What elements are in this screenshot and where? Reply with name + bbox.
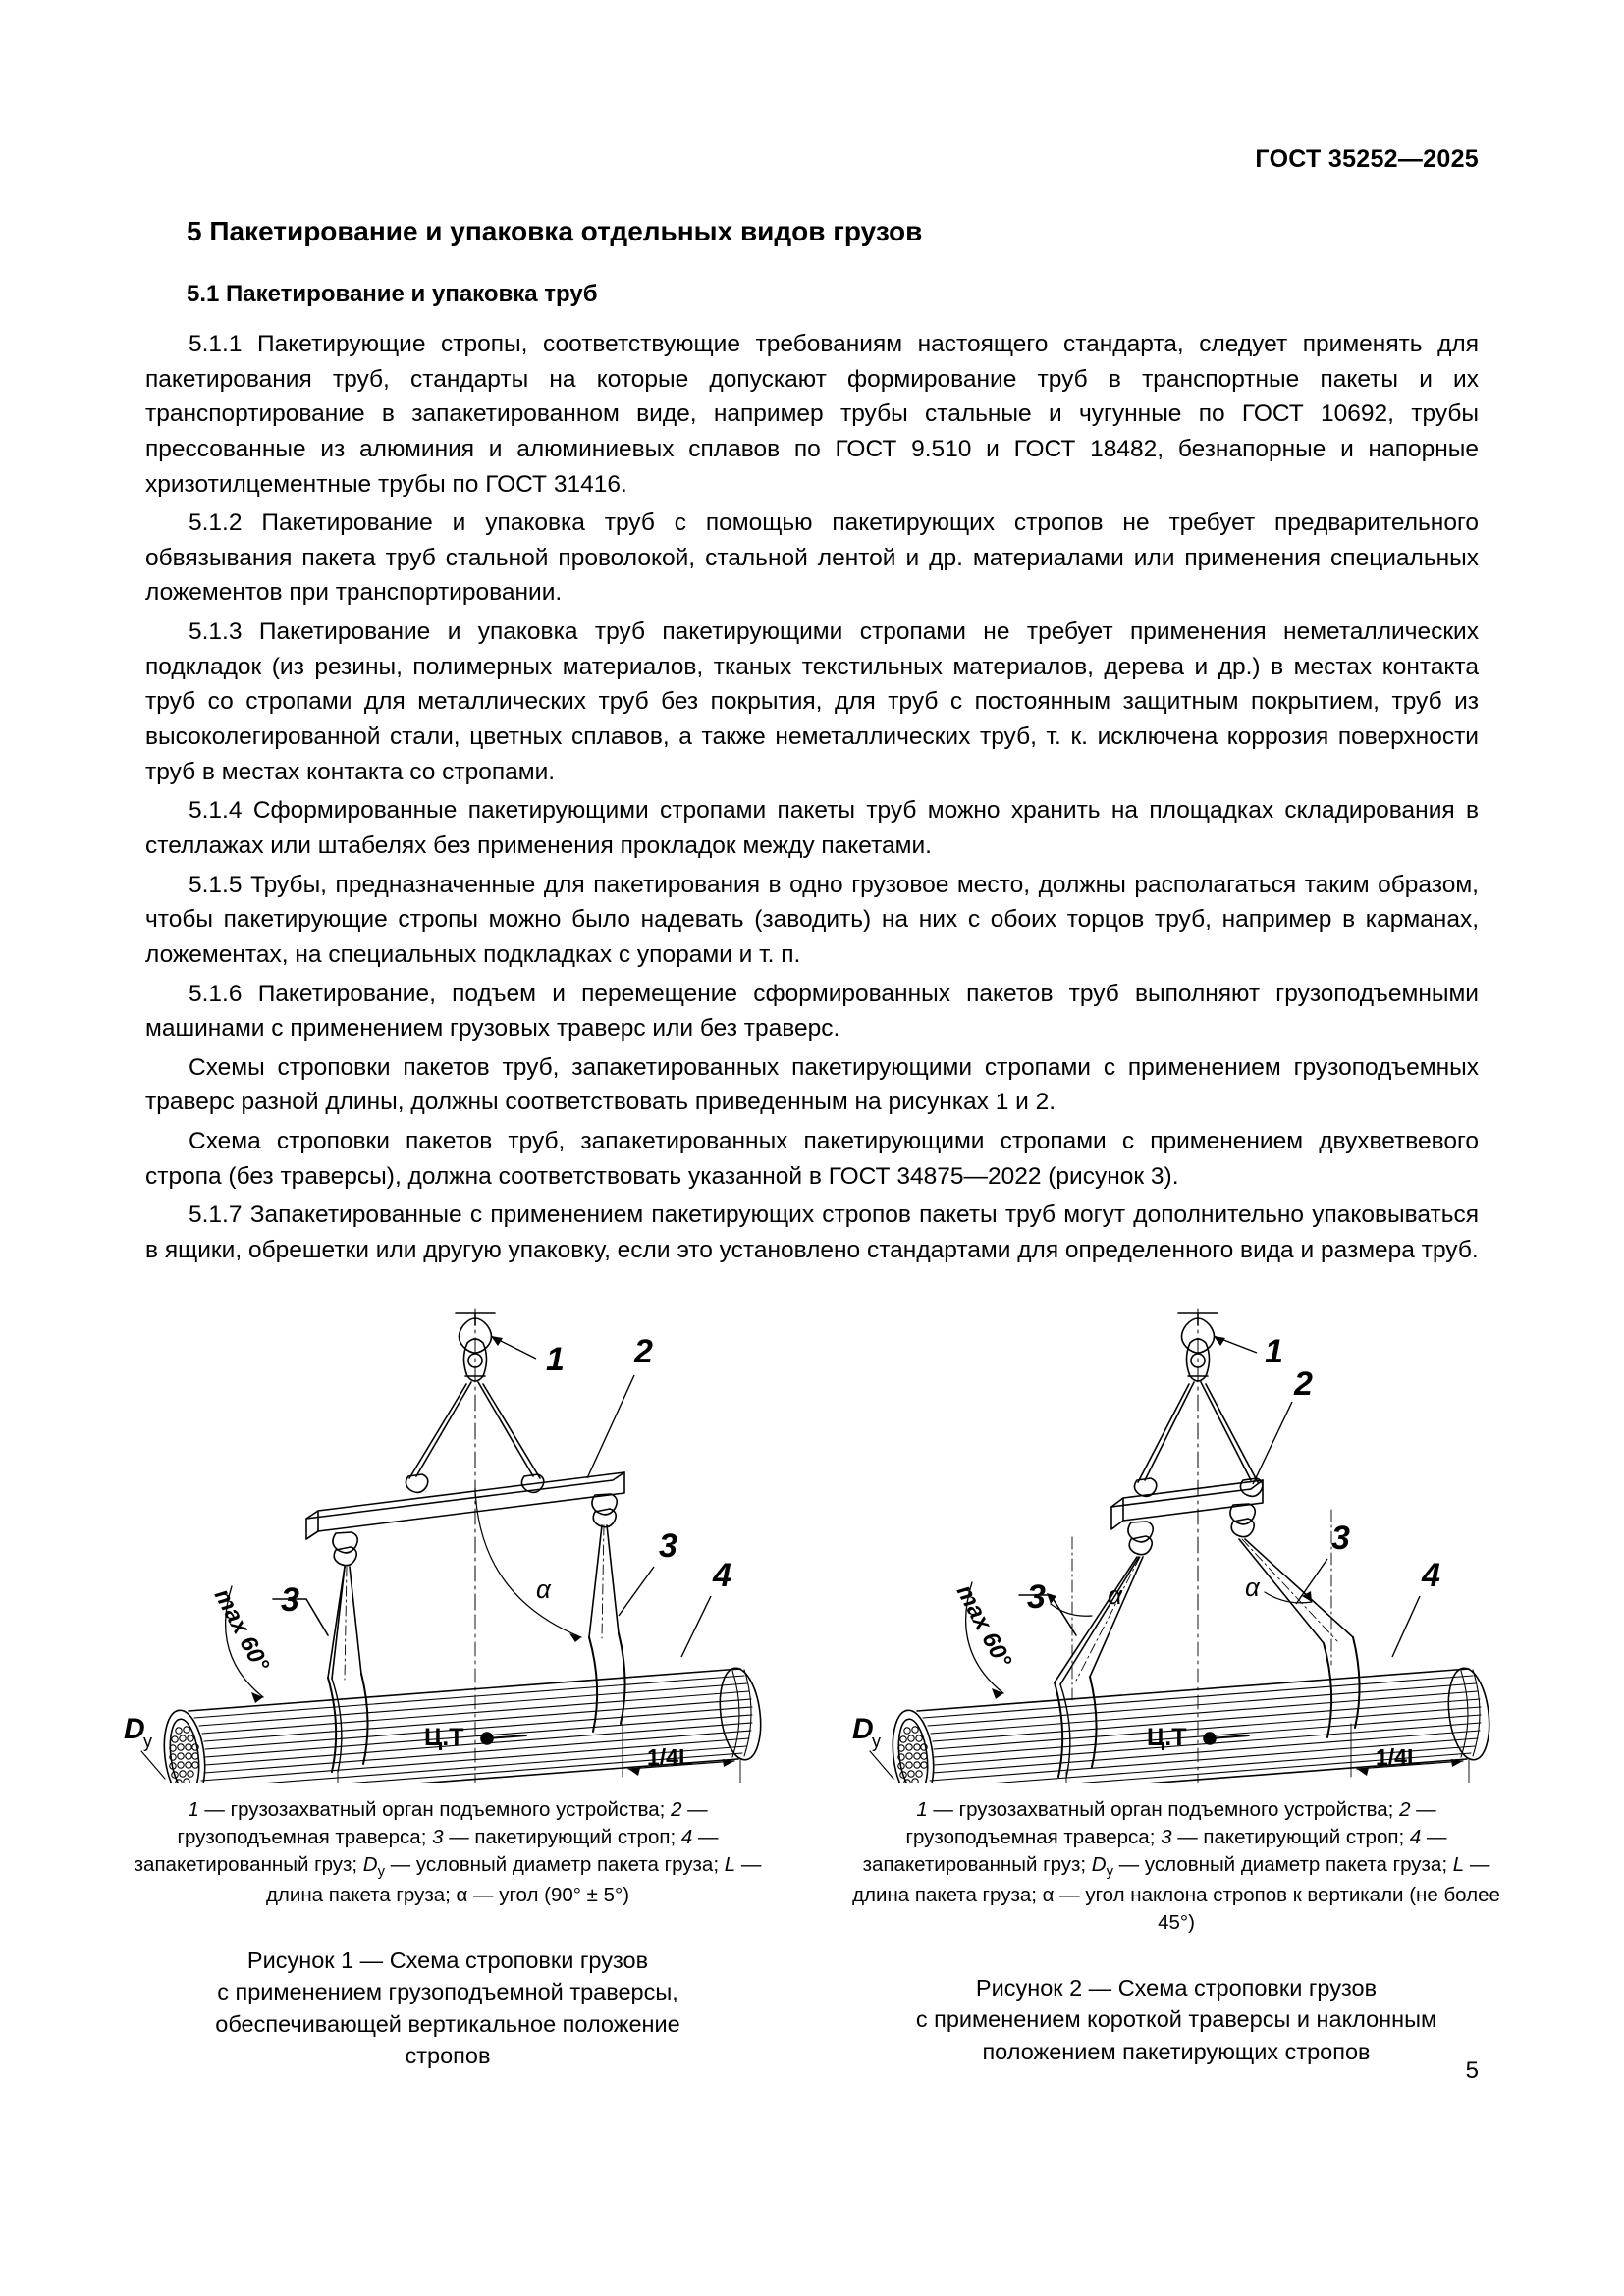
legend-item-text: — грузозахватный орган подъемного устройства; — [198, 1798, 666, 1821]
paragraph-5-1-5 — [145, 868, 1479, 973]
figure-1-legend — [124, 1796, 772, 1909]
legend-item-number: 1 — [188, 1798, 199, 1821]
paragraph-text: Схемы строповки пакетов труб, запакетированных пакетирующими стропами с применением грузоподъемных траверс разной длины, должны соответствовать приведенным на рисунках 1 и 2. — [145, 1053, 1479, 1116]
figure-2 — [827, 1292, 1526, 2071]
legend-symbol-diameter-sub: у — [1106, 1863, 1113, 1880]
legend-item-text: стропов к вертикали (не более 45°) — [1158, 1883, 1500, 1934]
legend-item-text: — запакетированный груз; — [134, 1825, 719, 1876]
caption-line: с применением грузоподъемной траверсы, — [217, 1979, 678, 2005]
paragraph-text: 5.1.5 Трубы, предназначенные для пакетирования в одно грузовое место, должны располагаться таким образом, чтобы пакетирующие стропы можно было надевать (заводить) на них с обоих торцов труб, например в карманах, ложементах, на специальных подкладках с упорами и т. п. — [145, 871, 1479, 968]
figure-1-angle-alpha: α — [536, 1575, 551, 1604]
legend-item-number: 2 — [1399, 1798, 1411, 1821]
paragraph-5-1-6 — [145, 977, 1479, 1046]
figure-2-legend — [852, 1796, 1500, 1937]
page-number: 5 — [1465, 2057, 1479, 2084]
legend-item-text: — пакетирующий строп; — [1171, 1825, 1405, 1848]
figure-1-quarter-right: 1/4L — [647, 1744, 693, 1770]
figure-1-callout-1: 1 — [546, 1341, 565, 1378]
paragraph-5-1-1 — [145, 327, 1479, 502]
figure-1-center-of-gravity: Ц.Т — [424, 1724, 464, 1751]
paragraph-5-1-3 — [145, 614, 1479, 789]
caption-line: стропов — [405, 2043, 491, 2069]
figure-2-quarter-right: 1/4L — [1376, 1744, 1422, 1770]
legend-item-text: — запакетированный груз; — [862, 1825, 1447, 1876]
legend-item-number: 1 — [916, 1798, 928, 1821]
figure-1 — [98, 1292, 797, 2071]
figure-2-angle-alpha-left: α — [1108, 1580, 1122, 1610]
figure-2-angle-alpha-right: α — [1245, 1573, 1260, 1602]
figure-2-callout-2: 2 — [1294, 1365, 1313, 1403]
figure-1-diameter-symbol: D — [124, 1713, 145, 1745]
figure-1-callout-4: 4 — [713, 1557, 731, 1594]
figure-2-center-of-gravity: Ц.Т — [1147, 1724, 1187, 1751]
legend-item-text: — длина пакета груза; α — угол (90° ± 5°) — [265, 1852, 762, 1906]
figures-row — [98, 1292, 1526, 2071]
legend-item-text: — грузозахватный орган подъемного устройства; — [927, 1798, 1394, 1821]
figure-2-diameter-symbol: D — [852, 1713, 874, 1745]
paragraph-scheme-two-branch — [145, 1124, 1479, 1194]
figure-1-diameter-subscript: у — [143, 1732, 152, 1751]
paragraph-5-1-7 — [145, 1198, 1479, 1267]
legend-item-number: 3 — [432, 1825, 444, 1848]
legend-item-text: — грузоподъемная траверса; — [905, 1798, 1436, 1848]
figure-2-callout-4: 4 — [1422, 1557, 1440, 1594]
figure-1-callout-2: 2 — [634, 1333, 653, 1370]
legend-symbol-diameter-sub: у — [377, 1863, 385, 1880]
figure-2-caption — [852, 1972, 1500, 2067]
paragraph-scheme-traverse — [145, 1050, 1479, 1120]
paragraph-5-1-4 — [145, 793, 1479, 863]
caption-line: Рисунок 1 — Схема строповки грузов — [246, 1947, 649, 1973]
section-heading: 5 Пакетирование и упаковка отдельных видов грузов — [187, 216, 923, 246]
figure-2-callout-3-left: 3 — [1027, 1578, 1046, 1616]
paragraph-text: 5.1.7 Запакетированные с применением пакетирующих стропов пакеты труб могут дополнительно упаковываться в ящики, обрешетки или другую упаковку, если это установлено стандартами для определенного вида и размера труб. — [145, 1201, 1479, 1264]
caption-line: с применением короткой траверсы и наклонным — [915, 2006, 1437, 2033]
paragraph-text: 5.1.3 Пакетирование и упаковка труб пакетирующими стропами не требует применения неметаллических подкладок (из резины, полимерных материалов, тканых текстильных материалов, дерева и др.) в местах контакта труб со стропами для металлических труб без покрытия, для труб с постоянным защитным покрытием, труб из высоколегированной стали, цветных сплавов, а также неметаллических труб, т. к. исключена коррозия поверхности труб в местах контакта со стропами. — [145, 618, 1479, 785]
paragraph-text: 5.1.2 Пакетирование и упаковка труб с помощью пакетирующих стропов не требует предварительного обвязывания пакета труб стальной проволокой, стальной лентой и др. материалами или применения специальных ложементов при транспортировании. — [145, 509, 1479, 607]
legend-item-number: 4 — [1409, 1825, 1422, 1848]
legend-symbol-diameter: D — [362, 1852, 378, 1876]
paragraph-text: Схема строповки пакетов труб, запакетированных пакетирующими стропами с применением двухветвевого стропа (без траверсы), должна соответствовать указанной в ГОСТ 34875—2022 (рисунок 3). — [145, 1128, 1479, 1190]
figure-1-max-angle-label: max 60° — [208, 1584, 275, 1677]
paragraph-text: 5.1.1 Пакетирующие стропы, соответствующие требованиям настоящего стандарта, следует применять для пакетирования труб, стандарты на которые допускают формирование труб в транспортные пакеты и их транспортирование в запакетированном виде, например трубы стальные и чугунные по ГОСТ 10692, трубы прессованные из алюминия и алюминиевых сплавов по ГОСТ 9.510 и ГОСТ 18482, безнапорные и напорные хризотилцементные трубы по ГОСТ 31416. — [145, 331, 1479, 498]
caption-line: обеспечивающей вертикальное положение — [215, 2010, 680, 2037]
paragraph-5-1-2 — [145, 506, 1479, 611]
caption-line: положением пакетирующих стропов — [982, 2038, 1371, 2064]
legend-item-text: — грузоподъемная траверса; — [177, 1798, 708, 1848]
subsection-heading: 5.1 Пакетирование и упаковка труб — [187, 281, 598, 307]
figure-2-diameter-subscript: у — [872, 1732, 881, 1751]
legend-item-number: 4 — [680, 1825, 693, 1848]
legend-item-text: — условный диаметр пакета груза; — [1112, 1852, 1453, 1876]
figure-2-max-angle-label: max 60° — [950, 1580, 1017, 1673]
legend-symbol-diameter: D — [1091, 1852, 1107, 1876]
paragraph-text: 5.1.4 Сформированные пакетирующими стропами пакеты труб можно хранить на площадках складирования в стеллажах или штабелях без применения прокладок между пакетами. — [145, 797, 1479, 859]
figure-2-drawing — [833, 1292, 1520, 1783]
figure-1-drawing — [104, 1292, 791, 1783]
figure-2-callout-3-right: 3 — [1331, 1520, 1350, 1557]
document-header-standard-ref: ГОСТ 35252—2025 — [1255, 145, 1479, 173]
figure-1-callout-3-left: 3 — [281, 1581, 299, 1619]
page-content — [145, 214, 1479, 1268]
legend-symbol-length: L — [1452, 1852, 1465, 1876]
legend-item-number: 2 — [671, 1798, 682, 1821]
legend-symbol-length: L — [724, 1852, 736, 1876]
legend-item-text: — длина пакета груза; α — угол наклона — [852, 1852, 1490, 1906]
figure-1-caption — [124, 1945, 772, 2072]
figure-2-callout-1: 1 — [1265, 1333, 1283, 1370]
caption-line: Рисунок 2 — Схема строповки грузов — [975, 1974, 1378, 2001]
legend-item-text: — условный диаметр пакета груза; — [384, 1852, 725, 1876]
legend-item-text: — пакетирующий строп; — [443, 1825, 677, 1848]
paragraph-text: 5.1.6 Пакетирование, подъем и перемещение сформированных пакетов труб выполняют грузоподъемными машинами с применением грузовых траверс или без траверс. — [145, 980, 1479, 1042]
figure-1-callout-3-right: 3 — [659, 1527, 677, 1565]
legend-item-number: 3 — [1161, 1825, 1172, 1848]
